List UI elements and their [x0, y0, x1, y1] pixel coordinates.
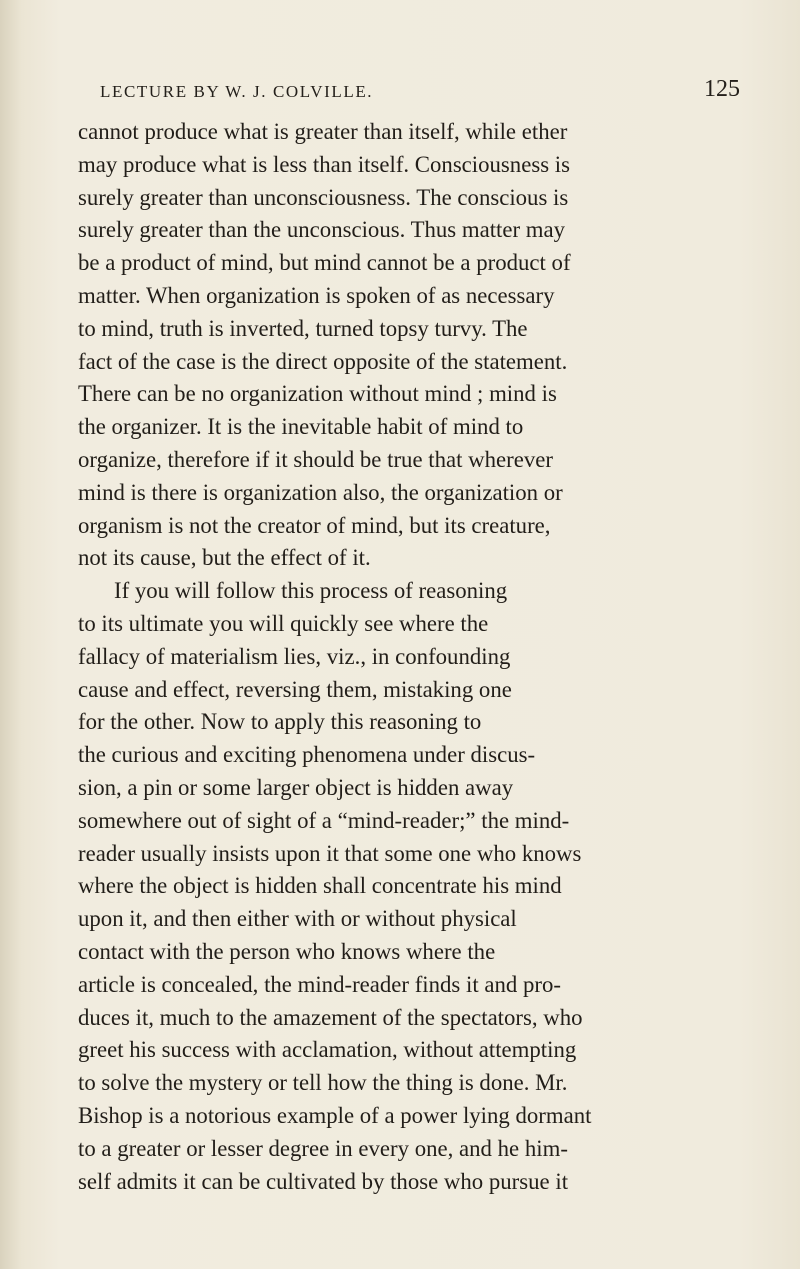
text-line: the organizer. It is the inevitable habit of mind to	[78, 414, 524, 440]
text-line: fact of the case is the direct opposite of the statement.	[78, 348, 568, 374]
text-line: for the other. Now to apply this reasoning to	[78, 709, 482, 735]
text-line: to solve the mystery or tell how the thing is done. Mr.	[78, 1070, 568, 1096]
text-line: to a greater or lesser degree in every one, and he him-	[78, 1135, 568, 1161]
text-line: to its ultimate you will quickly see where the	[78, 611, 489, 636]
text-line: organize, therefore if it should be true that wherever	[78, 447, 553, 472]
text-line: reader usually insists upon it that some one who knows	[78, 840, 582, 866]
text-line: where the object is hidden shall concentrate his mind	[78, 873, 562, 899]
text-line: cause and effect, reversing them, mistaking one	[78, 676, 512, 702]
text-line: surely greater than unconsciousness. The conscious is	[78, 184, 569, 210]
text-line: There can be no organization without mind ; mind is	[78, 381, 557, 407]
text-line: matter. When organization is spoken of as necessary	[78, 283, 555, 308]
text-line: not its cause, but the effect of it.	[78, 545, 371, 571]
text-line: fallacy of materialism lies, viz., in confounding	[78, 643, 511, 669]
running-head: LECTURE BY W. J. COLVILLE.	[100, 82, 374, 101]
text-line: article is concealed, the mind-reader finds it and pro-	[78, 971, 561, 997]
text-line: Bishop is a notorious example of a power lying dormant	[78, 1103, 592, 1128]
text-line: upon it, and then either with or without physical	[78, 906, 517, 932]
text-line: sion, a pin or some larger object is hidden away	[78, 775, 514, 800]
text-line: contact with the person who knows where the	[78, 939, 496, 964]
page-number: 125	[704, 76, 740, 102]
text-line: self admits it can be cultivated by those who pursue it	[78, 1168, 569, 1194]
text-line: be a product of mind, but mind cannot be a product of	[78, 250, 571, 276]
text-line: cannot produce what is greater than itself, while ether	[78, 119, 568, 144]
text-line: organism is not the creator of mind, but its creature,	[78, 512, 551, 538]
text-line: If you will follow this process of reasoning	[114, 578, 508, 604]
text-line: duces it, much to the amazement of the spectators, who	[78, 1004, 583, 1030]
text-line: surely greater than the unconscious. Thus matter may	[78, 217, 566, 243]
text-line: may produce what is less than itself. Consciousness is	[78, 151, 570, 177]
text-line: to mind, truth is inverted, turned topsy turvy. The	[78, 315, 528, 341]
text-line: the curious and exciting phenomena under discus-	[78, 742, 536, 768]
text-line: mind is there is organization also, the organization or	[78, 479, 563, 505]
text-line: somewhere out of sight of a “mind-reader;” the mind-	[78, 807, 570, 833]
text-line: greet his success with acclamation, without attempting	[78, 1037, 577, 1063]
